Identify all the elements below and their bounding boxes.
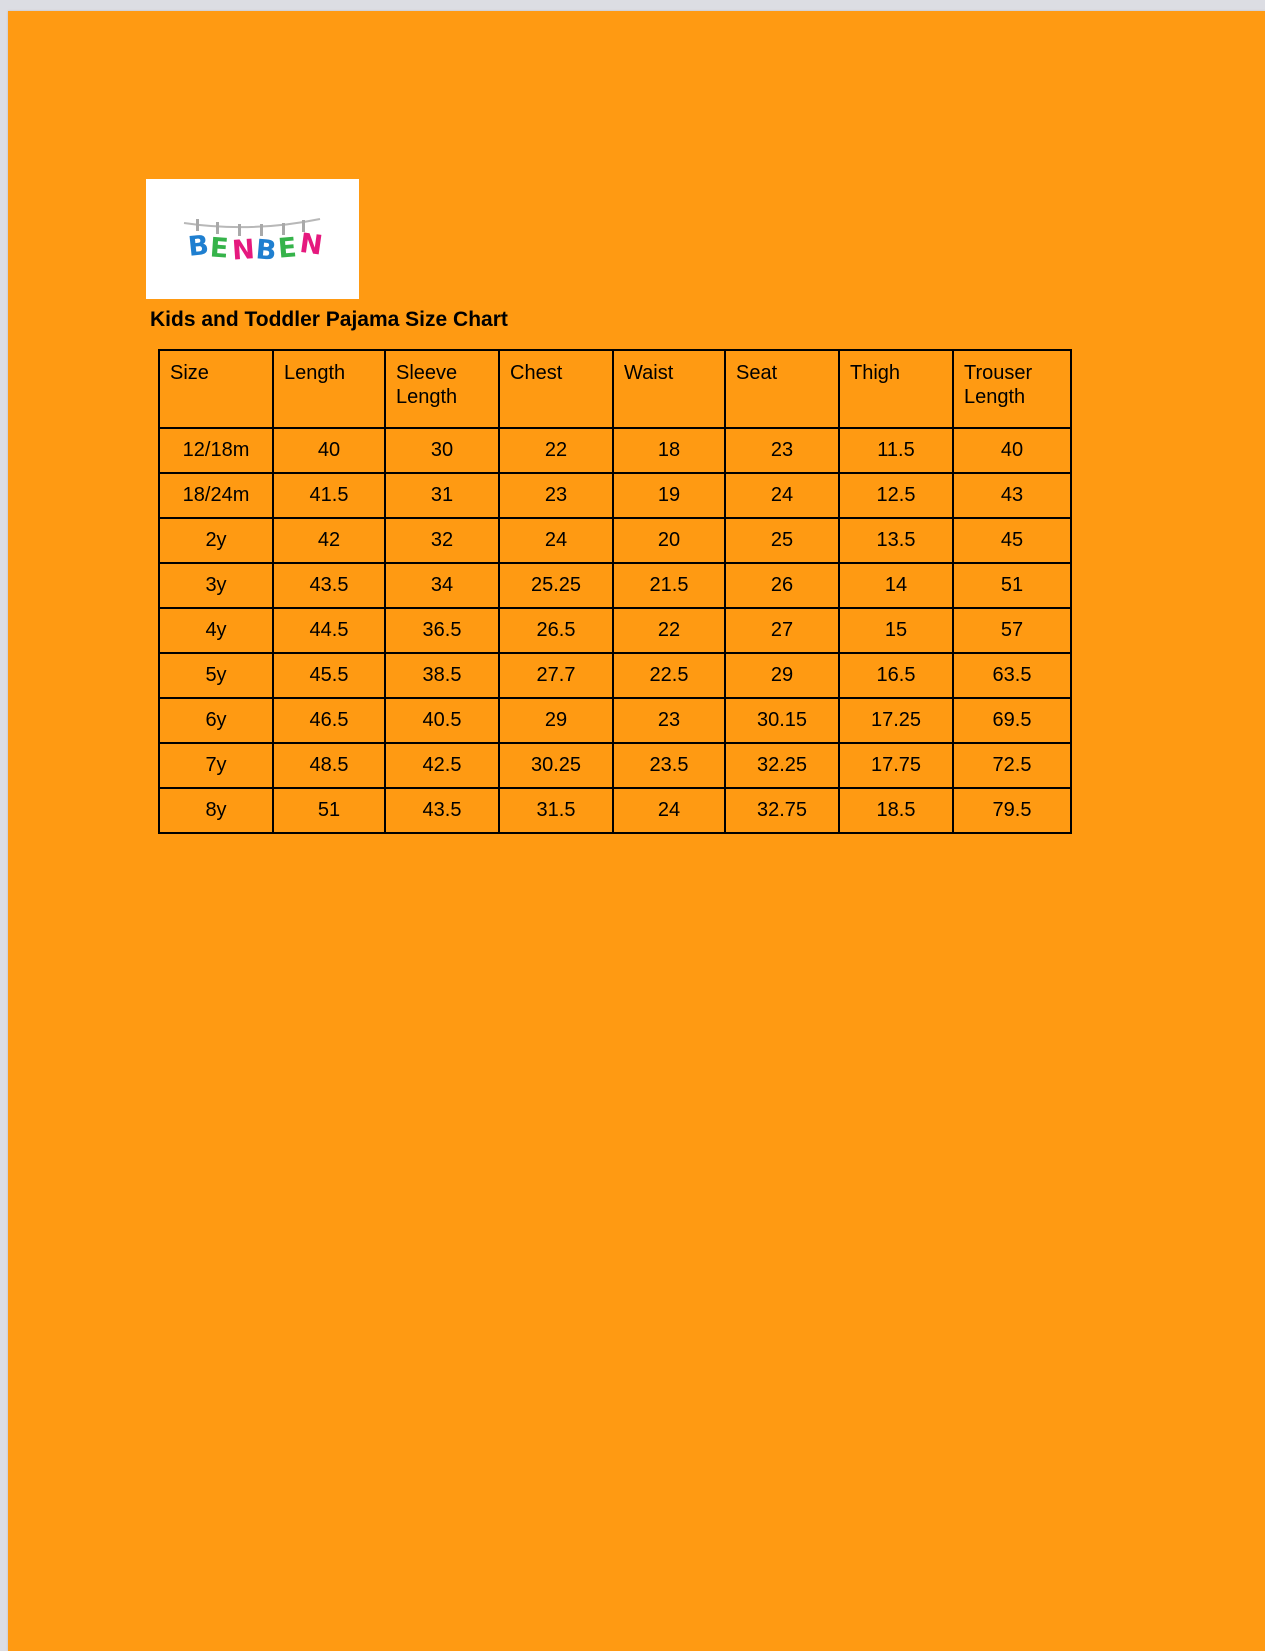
- measurement-cell: 27: [725, 608, 839, 653]
- measurement-cell: 43: [953, 473, 1071, 518]
- measurement-cell: 40: [273, 428, 385, 473]
- column-header-text: Waist: [624, 362, 674, 384]
- measurement-cell: 57: [953, 608, 1071, 653]
- measurement-cell: 79.5: [953, 788, 1071, 833]
- measurement-cell: 32.25: [725, 743, 839, 788]
- column-header: [159, 350, 273, 428]
- measurement-cell: 48.5: [273, 743, 385, 788]
- table-row: [159, 653, 1071, 698]
- measurement-cell: 22: [613, 608, 725, 653]
- column-header: [385, 350, 499, 428]
- measurement-cell: 63.5: [953, 653, 1071, 698]
- measurement-cell: 40.5: [385, 698, 499, 743]
- table-row: [159, 788, 1071, 833]
- size-cell: 4y: [159, 608, 273, 653]
- measurement-cell: 51: [273, 788, 385, 833]
- measurement-cell: 34: [385, 563, 499, 608]
- measurement-cell: 30.15: [725, 698, 839, 743]
- table-row: [159, 428, 1071, 473]
- measurement-cell: 17.25: [839, 698, 953, 743]
- measurement-cell: 38.5: [385, 653, 499, 698]
- measurement-cell: 41.5: [273, 473, 385, 518]
- table-row: [159, 563, 1071, 608]
- column-header-text: Seat: [736, 362, 778, 384]
- size-cell: 12/18m: [159, 428, 273, 473]
- measurement-cell: 11.5: [839, 428, 953, 473]
- measurement-cell: 51: [953, 563, 1071, 608]
- column-header: [839, 350, 953, 428]
- chart-title: Kids and Toddler Pajama Size Chart: [150, 308, 508, 331]
- measurement-cell: 12.5: [839, 473, 953, 518]
- column-header: [499, 350, 613, 428]
- measurement-cell: 15: [839, 608, 953, 653]
- measurement-cell: 46.5: [273, 698, 385, 743]
- logo-letter: E: [208, 232, 230, 265]
- measurement-cell: 19: [613, 473, 725, 518]
- measurement-cell: 25: [725, 518, 839, 563]
- size-cell: 2y: [159, 518, 273, 563]
- benben-logo-graphic: [146, 179, 359, 299]
- measurement-cell: 30.25: [499, 743, 613, 788]
- column-header: [613, 350, 725, 428]
- column-header: [273, 350, 385, 428]
- measurement-cell: 24: [725, 473, 839, 518]
- measurement-cell: 16.5: [839, 653, 953, 698]
- document-page: [8, 11, 1265, 1651]
- measurement-cell: 72.5: [953, 743, 1071, 788]
- measurement-cell: 42.5: [385, 743, 499, 788]
- size-cell: 7y: [159, 743, 273, 788]
- brand-logo: [146, 179, 359, 299]
- measurement-cell: 14: [839, 563, 953, 608]
- logo-letter: B: [186, 229, 211, 263]
- measurement-cell: 29: [499, 698, 613, 743]
- measurement-cell: 20: [613, 518, 725, 563]
- logo-letter: N: [297, 227, 325, 262]
- measurement-cell: 42: [273, 518, 385, 563]
- column-header-text: Size: [170, 362, 209, 384]
- measurement-cell: 21.5: [613, 563, 725, 608]
- table-row: [159, 473, 1071, 518]
- size-cell: 18/24m: [159, 473, 273, 518]
- measurement-cell: 31: [385, 473, 499, 518]
- measurement-cell: 45: [953, 518, 1071, 563]
- measurement-cell: 22: [499, 428, 613, 473]
- measurement-cell: 23: [499, 473, 613, 518]
- size-cell: 3y: [159, 563, 273, 608]
- measurement-cell: 31.5: [499, 788, 613, 833]
- measurement-cell: 23.5: [613, 743, 725, 788]
- table-row: [159, 698, 1071, 743]
- column-header-text: Length: [964, 386, 1026, 408]
- measurement-cell: 27.7: [499, 653, 613, 698]
- size-cell: 8y: [159, 788, 273, 833]
- measurement-cell: 25.25: [499, 563, 613, 608]
- column-header-text: Length: [284, 362, 346, 384]
- measurement-cell: 17.75: [839, 743, 953, 788]
- measurement-cell: 26.5: [499, 608, 613, 653]
- logo-letter: B: [254, 234, 278, 267]
- measurement-cell: 22.5: [613, 653, 725, 698]
- measurement-cell: 26: [725, 563, 839, 608]
- measurement-cell: 29: [725, 653, 839, 698]
- column-header: [725, 350, 839, 428]
- column-header-text: Chest: [510, 362, 563, 384]
- table-row: [159, 518, 1071, 563]
- column-header: [953, 350, 1071, 428]
- column-header-text: Thigh: [850, 362, 901, 384]
- measurement-cell: 24: [499, 518, 613, 563]
- table-row: [159, 608, 1071, 653]
- size-cell: 5y: [159, 653, 273, 698]
- measurement-cell: 43.5: [273, 563, 385, 608]
- measurement-cell: 40: [953, 428, 1071, 473]
- logo-letter: E: [276, 232, 298, 265]
- measurement-cell: 13.5: [839, 518, 953, 563]
- measurement-cell: 18.5: [839, 788, 953, 833]
- measurement-cell: 23: [613, 698, 725, 743]
- column-header-text: Length: [396, 386, 458, 408]
- measurement-cell: 36.5: [385, 608, 499, 653]
- measurement-cell: 69.5: [953, 698, 1071, 743]
- measurement-cell: 45.5: [273, 653, 385, 698]
- measurement-cell: 24: [613, 788, 725, 833]
- measurement-cell: 32: [385, 518, 499, 563]
- measurement-cell: 44.5: [273, 608, 385, 653]
- size-chart-table: [158, 349, 1072, 834]
- logo-letter: N: [231, 234, 256, 267]
- measurement-cell: 18: [613, 428, 725, 473]
- measurement-cell: 43.5: [385, 788, 499, 833]
- measurement-cell: 30: [385, 428, 499, 473]
- column-header-text: Sleeve: [396, 362, 458, 384]
- table-header-row: [159, 350, 1071, 428]
- table-row: [159, 743, 1071, 788]
- size-cell: 6y: [159, 698, 273, 743]
- measurement-cell: 23: [725, 428, 839, 473]
- measurement-cell: 32.75: [725, 788, 839, 833]
- column-header-text: Trouser: [964, 362, 1033, 384]
